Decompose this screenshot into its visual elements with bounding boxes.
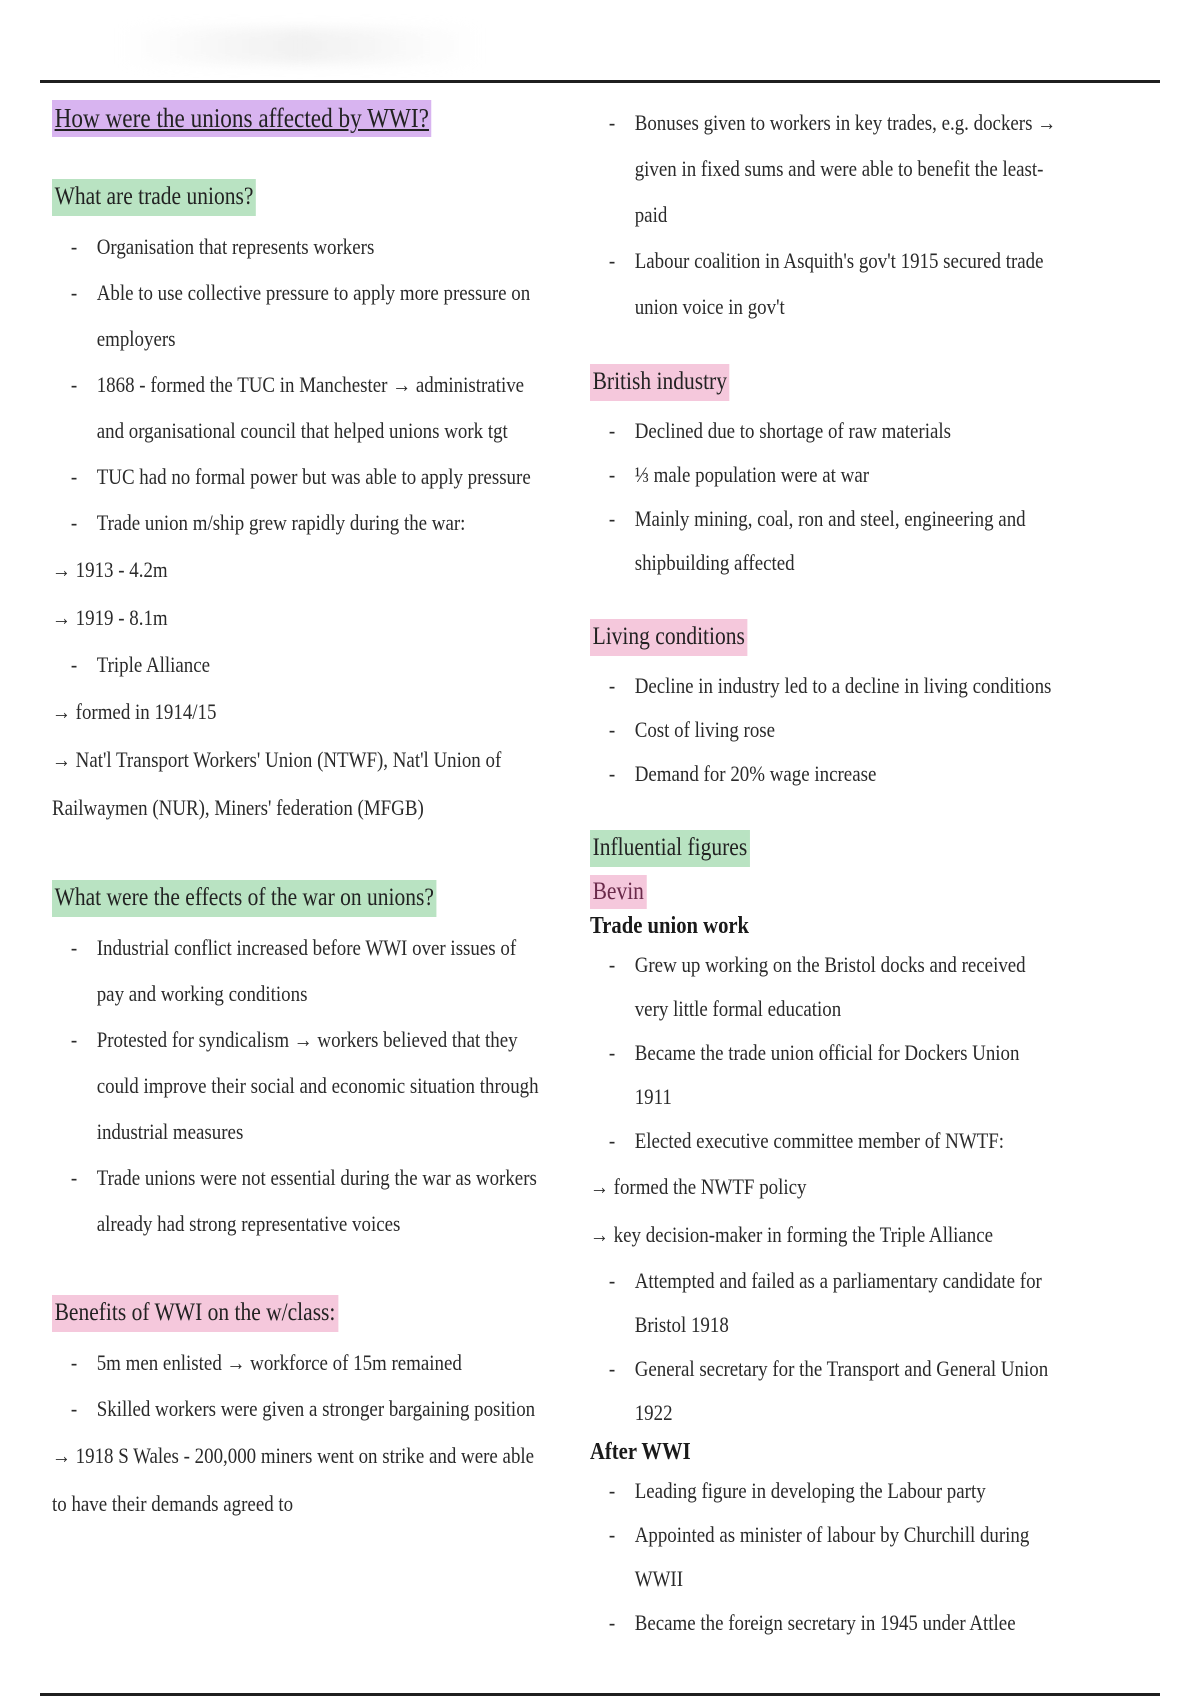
- list-item: - General secretary for the Transport and General Union 1922: [609, 1347, 1061, 1435]
- figures-heading: Influential figures: [590, 830, 750, 867]
- effects-heading: What were the effects of the war on unions?: [52, 880, 436, 917]
- alliance-members: → Nat'l Transport Workers' Union (NTWF), Nat'l Union of Railwaymen (NUR), Miners' federation (MFGB): [52, 747, 502, 820]
- list-item: - TUC had no formal power but was able to apply pressure: [71, 454, 547, 500]
- left-column: [52, 100, 547, 1528]
- list-item: - Appointed as minister of labour by Churchill during WWII: [609, 1513, 1061, 1601]
- list-item: - Elected executive committee member of NWTF:: [609, 1119, 1061, 1163]
- after-wwi-heading: After WWI: [590, 1439, 691, 1465]
- list-item: - Became the foreign secretary in 1945 under Attlee: [609, 1601, 1061, 1645]
- right-column: [590, 100, 1061, 1645]
- effects-list: [52, 925, 547, 1247]
- nwtf-policy: → formed the NWTF policy: [590, 1174, 807, 1199]
- bevin-name-wrap: [590, 875, 1061, 909]
- trade-union-work-list: [590, 943, 1061, 1163]
- list-item: - Bonuses given to workers in key trades, e.g. dockers → given in fixed sums and were able to benefit the least-paid: [609, 100, 1061, 238]
- list-item: - Mainly mining, coal, ron and steel, engineering and shipbuilding affected: [609, 497, 1061, 585]
- list-item: - Skilled workers were given a stronger bargaining position: [71, 1386, 547, 1432]
- list-item: - Declined due to shortage of raw materials: [609, 409, 1061, 453]
- benefits-heading: Benefits of WWI on the w/class:: [52, 1295, 338, 1332]
- list-item: - Trade unions were not essential during the war as workers already had strong representative voices: [71, 1155, 547, 1247]
- trade-union-work-heading: Trade union work: [590, 913, 750, 939]
- list-item: - Leading figure in developing the Labour party: [609, 1469, 1061, 1513]
- list-item: - Able to use collective pressure to apply more pressure on employers: [71, 270, 547, 362]
- living-heading: Living conditions: [590, 619, 747, 656]
- list-item: - 1868 - formed the TUC in Manchester → administrative and organisational council that helped unions work tgt: [71, 362, 547, 454]
- list-item: - Cost of living rose: [609, 708, 1061, 752]
- list-item: - 5m men enlisted → workforce of 15m remained: [71, 1340, 547, 1386]
- membership-1919: → 1919 - 8.1m: [52, 605, 168, 630]
- list-item: - Trade union m/ship grew rapidly during the war:: [71, 500, 547, 546]
- list-item: - Protested for syndicalism → workers believed that they could improve their social and economic situation through industrial measures: [71, 1017, 547, 1155]
- list-item: - Decline in industry led to a decline in living conditions: [609, 664, 1061, 708]
- list-item: - Organisation that represents workers: [71, 224, 547, 270]
- wales-strike: → 1918 S Wales - 200,000 miners went on strike and were able to have their demands agreed to: [52, 1443, 535, 1516]
- list-item: - Became the trade union official for Dockers Union 1911: [609, 1031, 1061, 1119]
- industry-heading: British industry: [590, 364, 730, 401]
- top-rule: [40, 80, 1160, 83]
- triple-alliance-list: [52, 642, 547, 688]
- triple-alliance-decision: → key decision-maker in forming the Triple Alliance: [590, 1222, 994, 1247]
- membership-1913: → 1913 - 4.2m: [52, 557, 168, 582]
- after-wwi-list: [590, 1469, 1061, 1645]
- list-item: - ⅓ male population were at war: [609, 453, 1061, 497]
- page-title: How were the unions affected by WWI?: [52, 100, 432, 137]
- trade-union-work-list-2: [590, 1259, 1061, 1435]
- list-item: - Demand for 20% wage increase: [609, 752, 1061, 796]
- living-list: [590, 664, 1061, 796]
- trade-unions-list: [52, 224, 547, 546]
- list-item: - Industrial conflict increased before WWI over issues of pay and working conditions: [71, 925, 547, 1017]
- trade-unions-heading: What are trade unions?: [52, 179, 256, 216]
- alliance-formed: → formed in 1914/15: [52, 699, 217, 724]
- list-item: - Labour coalition in Asquith's gov't 1915 secured trade union voice in gov't: [609, 238, 1061, 330]
- bottom-rule: [40, 1693, 1160, 1696]
- benefits-continued-list: [590, 100, 1061, 330]
- industry-list: [590, 409, 1061, 585]
- list-item: - Grew up working on the Bristol docks and received very little formal education: [609, 943, 1061, 1031]
- list-item: - Attempted and failed as a parliamentary candidate for Bristol 1918: [609, 1259, 1061, 1347]
- blurred-header: [120, 28, 480, 64]
- bevin-name: Bevin: [590, 875, 647, 909]
- list-item: - Triple Alliance: [71, 642, 547, 688]
- benefits-list: [52, 1340, 547, 1432]
